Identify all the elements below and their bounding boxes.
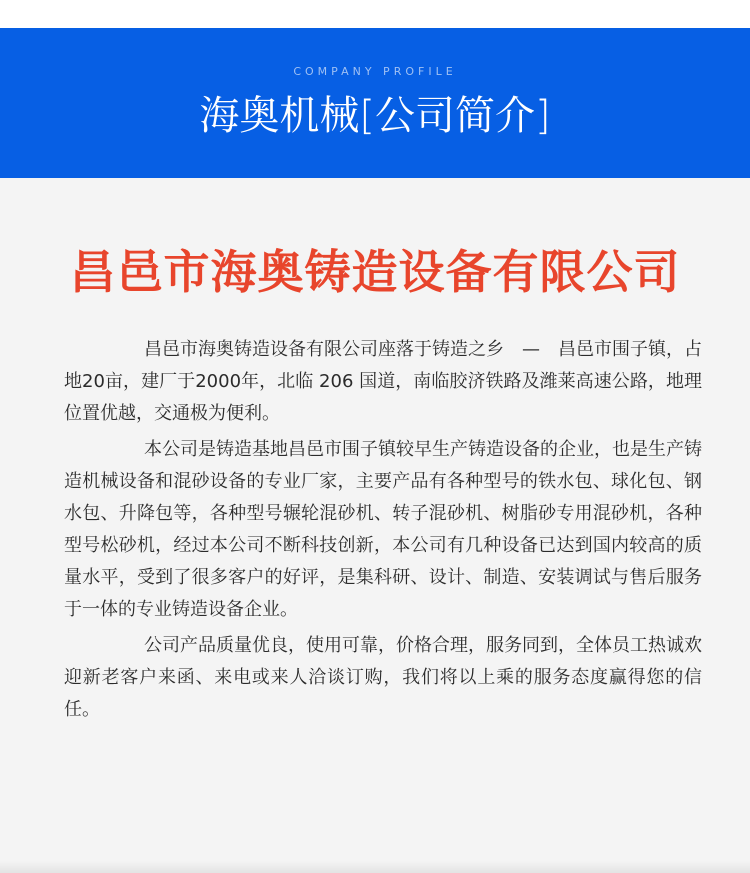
header-banner [0,28,750,178]
paragraph-intro: 昌邑市海奥铸造设备有限公司座落于铸造之乡 — 昌邑市围子镇，占地20亩，建厂于2000年，北临 206 国道，南临胶济铁路及潍莱高速公路，地理位置优越，交通极为便利。 [64,339,702,424]
top-gap [0,0,750,28]
company-description [64,334,702,730]
banner-title: 海奥机械[公司简介] [199,93,551,139]
paragraph-products: 本公司是铸造基地昌邑市围子镇较早生产铸造设备的企业，也是生产铸造机械设备和混砂设备的专业厂家，主要产品有各种型号的铁水包、球化包、钢水包、升降包等，各种型号辗轮混砂机、转子混砂机、树脂砂专用混砂机，各种型号松砂机，经过本公司不断科技创新，本公司有几种设备已达到国内较高的质量水平，受到了很多客户的好评，是集科研、设计、制造、安装调试与售后服务于一体的专业铸造设备企业。 [64,439,702,620]
paragraph-service: 公司产品质量优良，使用可靠，价格合理，服务同到，全体员工热诚欢迎新老客户来函、来电或来人洽谈订购，我们将以上乘的服务态度赢得您的信任。 [64,635,702,720]
content-area [0,178,750,873]
company-name: 昌邑市海奥铸造设备有限公司 [69,245,681,299]
bottom-shadow [0,861,750,873]
banner-subtitle: COMPANY PROFILE [293,65,457,78]
